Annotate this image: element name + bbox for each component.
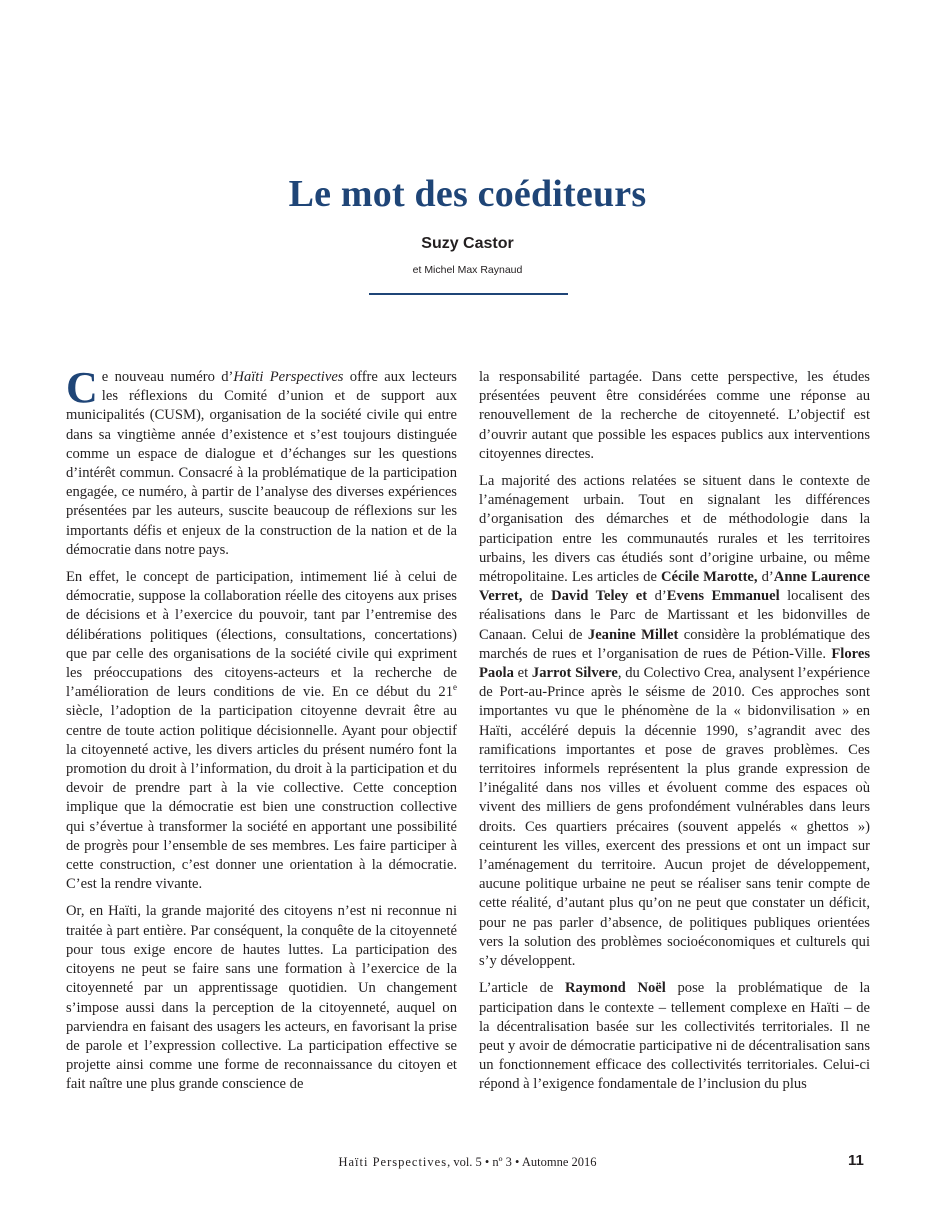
paragraph-text: , du Colectivo Crea, analysent l’expérience de Port-au-Prince après le séisme de 2010. Ces approches sont importantes vu que le phénomène de la « bidonvilisation » en Haïti, accéléré depuis la décennie 1990, s’agrandit avec des ramifications importantes et pose de graves problèmes. Ces territoires informels représentent la plus grande expression de l’inégalité dans nos villes et évoluent comme des espaces où vivent des milliers de gens profondément vulnérables dans leurs droits. Ces quartiers précaires (souvent appelés « ghettos ») ceinturent les villes, exercent des pressions et ont un impact sur l’aménagement du territoire. Aucun projet de développement, aucune politique urbaine ne peut se réaliser sans tenir compte de cette réalité, d’autant plus qu’on ne peut que constater un déficit, pour ne pas parler d’absence, de politiques publiques orientées vers la solution des problèmes socioéconomiques et culturels qui s’y développent. — [479, 665, 870, 970]
paragraph-text: d’ — [647, 588, 667, 605]
author-name: Suzy Castor — [421, 235, 514, 252]
ordinal-superscript: e — [453, 682, 457, 693]
paragraph-text: La majorité des actions relatées se situent dans le contexte de l’aménagement urbain. Tout en signalant les différences d’organisation des démarches et de méthodologie dans la participation entre les communautés rurales et les territoires urbains, les divers cas étudiés sont d’origine urbaine, ou même métropolitaine. Les articles de — [479, 473, 870, 586]
paragraph-4: la responsabilité partagée. Dans cette perspective, les études présentées peuvent être considérées comme une réponse au renouvellement de la recherche de citoyenneté. L’objectif est d’ouvrir autant que possible les espaces publics aux interventions citoyennes directes. — [479, 369, 870, 462]
paragraph-text: et — [513, 665, 532, 682]
coauthor-name: et Michel Max Raynaud — [412, 264, 523, 276]
paragraph-text: considère la problématique des marchés de rues et l’organisation de rues de Pétion-Ville. — [479, 626, 871, 662]
paragraph-5 — [479, 472, 870, 971]
footer-issue: , vol. 5 • nº 3 • Automne 2016 — [447, 1155, 597, 1169]
author-reference: Flores Paola — [479, 645, 870, 682]
page-footer — [0, 1155, 935, 1170]
paragraph-text: L’article de — [479, 980, 565, 997]
title-divider — [369, 293, 568, 295]
author-reference: Raymond Noël — [564, 980, 666, 997]
paragraph-1 — [66, 363, 457, 560]
paragraph-2 — [66, 568, 457, 894]
footer-journal: Haïti Perspectives — [338, 1155, 448, 1169]
paragraph-text: En effet, le concept de participation, intimement lié à celui de démocratie, suppose la collaboration réelle des citoyens aux prises de décisions et à l’exercice du pouvoir, tant par l’entremise des délibérations politiques (élections, consultations, concertations) que par celle des organisations de la société civile qui expriment les préoccupations des citoyens-acteurs et la recherche de l’amélioration de leurs conditions de vie. En ce début du 21 — [66, 569, 457, 701]
right-column — [479, 368, 870, 1095]
paragraph-3: Or, en Haïti, la grande majorité des citoyens n’est ni reconnue ni traitée à part entière. Par conséquent, la conquête de la citoyenneté pour tous exige encore de hautes luttes. La participation des citoyens ne peut se faire sans une formation à l’exercice de la citoyenneté par un apprentissage quotidien. Un changement s’impose aussi dans la perception de la citoyenneté, auquel on parviendra en faisant des usagers les acteurs, en favorisant la prise de parole et l’expression collective. La participation effective se projette ainsi comme une forme de reconnaissance du citoyen et fait naître une plus grande conscience de — [66, 903, 457, 1093]
paragraph-text: de — [522, 588, 552, 605]
author-reference: David Teley et — [551, 588, 648, 605]
page-number: 11 — [848, 1152, 864, 1169]
author-reference: Jarrot Silvere — [531, 665, 618, 682]
paragraph-text: d’ — [757, 569, 774, 586]
left-column — [66, 363, 457, 1095]
paragraph-6 — [479, 979, 870, 1094]
author-reference: Evens Emmanuel — [666, 588, 780, 605]
author-reference: Anne Laurence Verret, — [479, 569, 871, 605]
article-title: Le mot des coéditeurs — [288, 173, 647, 215]
author-reference: Jeanine Millet — [587, 626, 679, 643]
author-reference: Cécile Marotte, — [660, 569, 758, 586]
drop-cap: C — [66, 363, 98, 412]
paragraph-text: siècle, l’adoption de la participation citoyenne devrait être au centre de toute action politique décisionnelle. Ayant pour objectif la citoyenneté active, les divers articles du présent numéro font la promotion du droit à l’information, du droit à la participation et du devoir de prendre part à la vie collective. Cette conception implique que la démocratie est bien une construction collective qui s’évertue à transformer la société en apportant une possibilité de progrès pour l’ensemble de ses membres. Les faire participer à cette construction, c’est donner une orientation à la démocratie. C’est la rendre vivante. — [66, 703, 457, 893]
journal-name: Haïti Perspectives — [233, 369, 344, 385]
paragraph-text: offre aux lecteurs les réflexions du Comité d’union et de support aux municipalités (CUSM), organisation de la société civile qui entre dans sa vingtième année d’existence et s’est toujours distinguée comme un espace de dialogue et d’échanges sur les questions d’intérêt commun. Consacré à la problématique de la participation engagée, ce numéro, à partir de l’analyse des diverses expériences présentées par les auteurs, suscite beaucoup de réflexions sur les importants défis et enjeux de la construction de la nation et de la démocratie dans notre pays. — [66, 369, 457, 558]
paragraph-text: localisent des réalisations dans le Parc de Martissant et les bidonvilles de Canaan. Celui de — [479, 588, 870, 643]
paragraph-text: e nouveau numéro d’ — [101, 369, 234, 385]
paragraph-text: pose la problématique de la participation dans le contexte – tellement complexe en Haïti – de la décentralisation basée sur les collectivités territoriales. Il ne peut y avoir de démocratie participative ni de décentralisation sans un fonctionnement efficace des collectivités territoriales. Celui-ci répond à l’exigence fondamentale de l’inclusion du plus — [479, 980, 870, 1093]
